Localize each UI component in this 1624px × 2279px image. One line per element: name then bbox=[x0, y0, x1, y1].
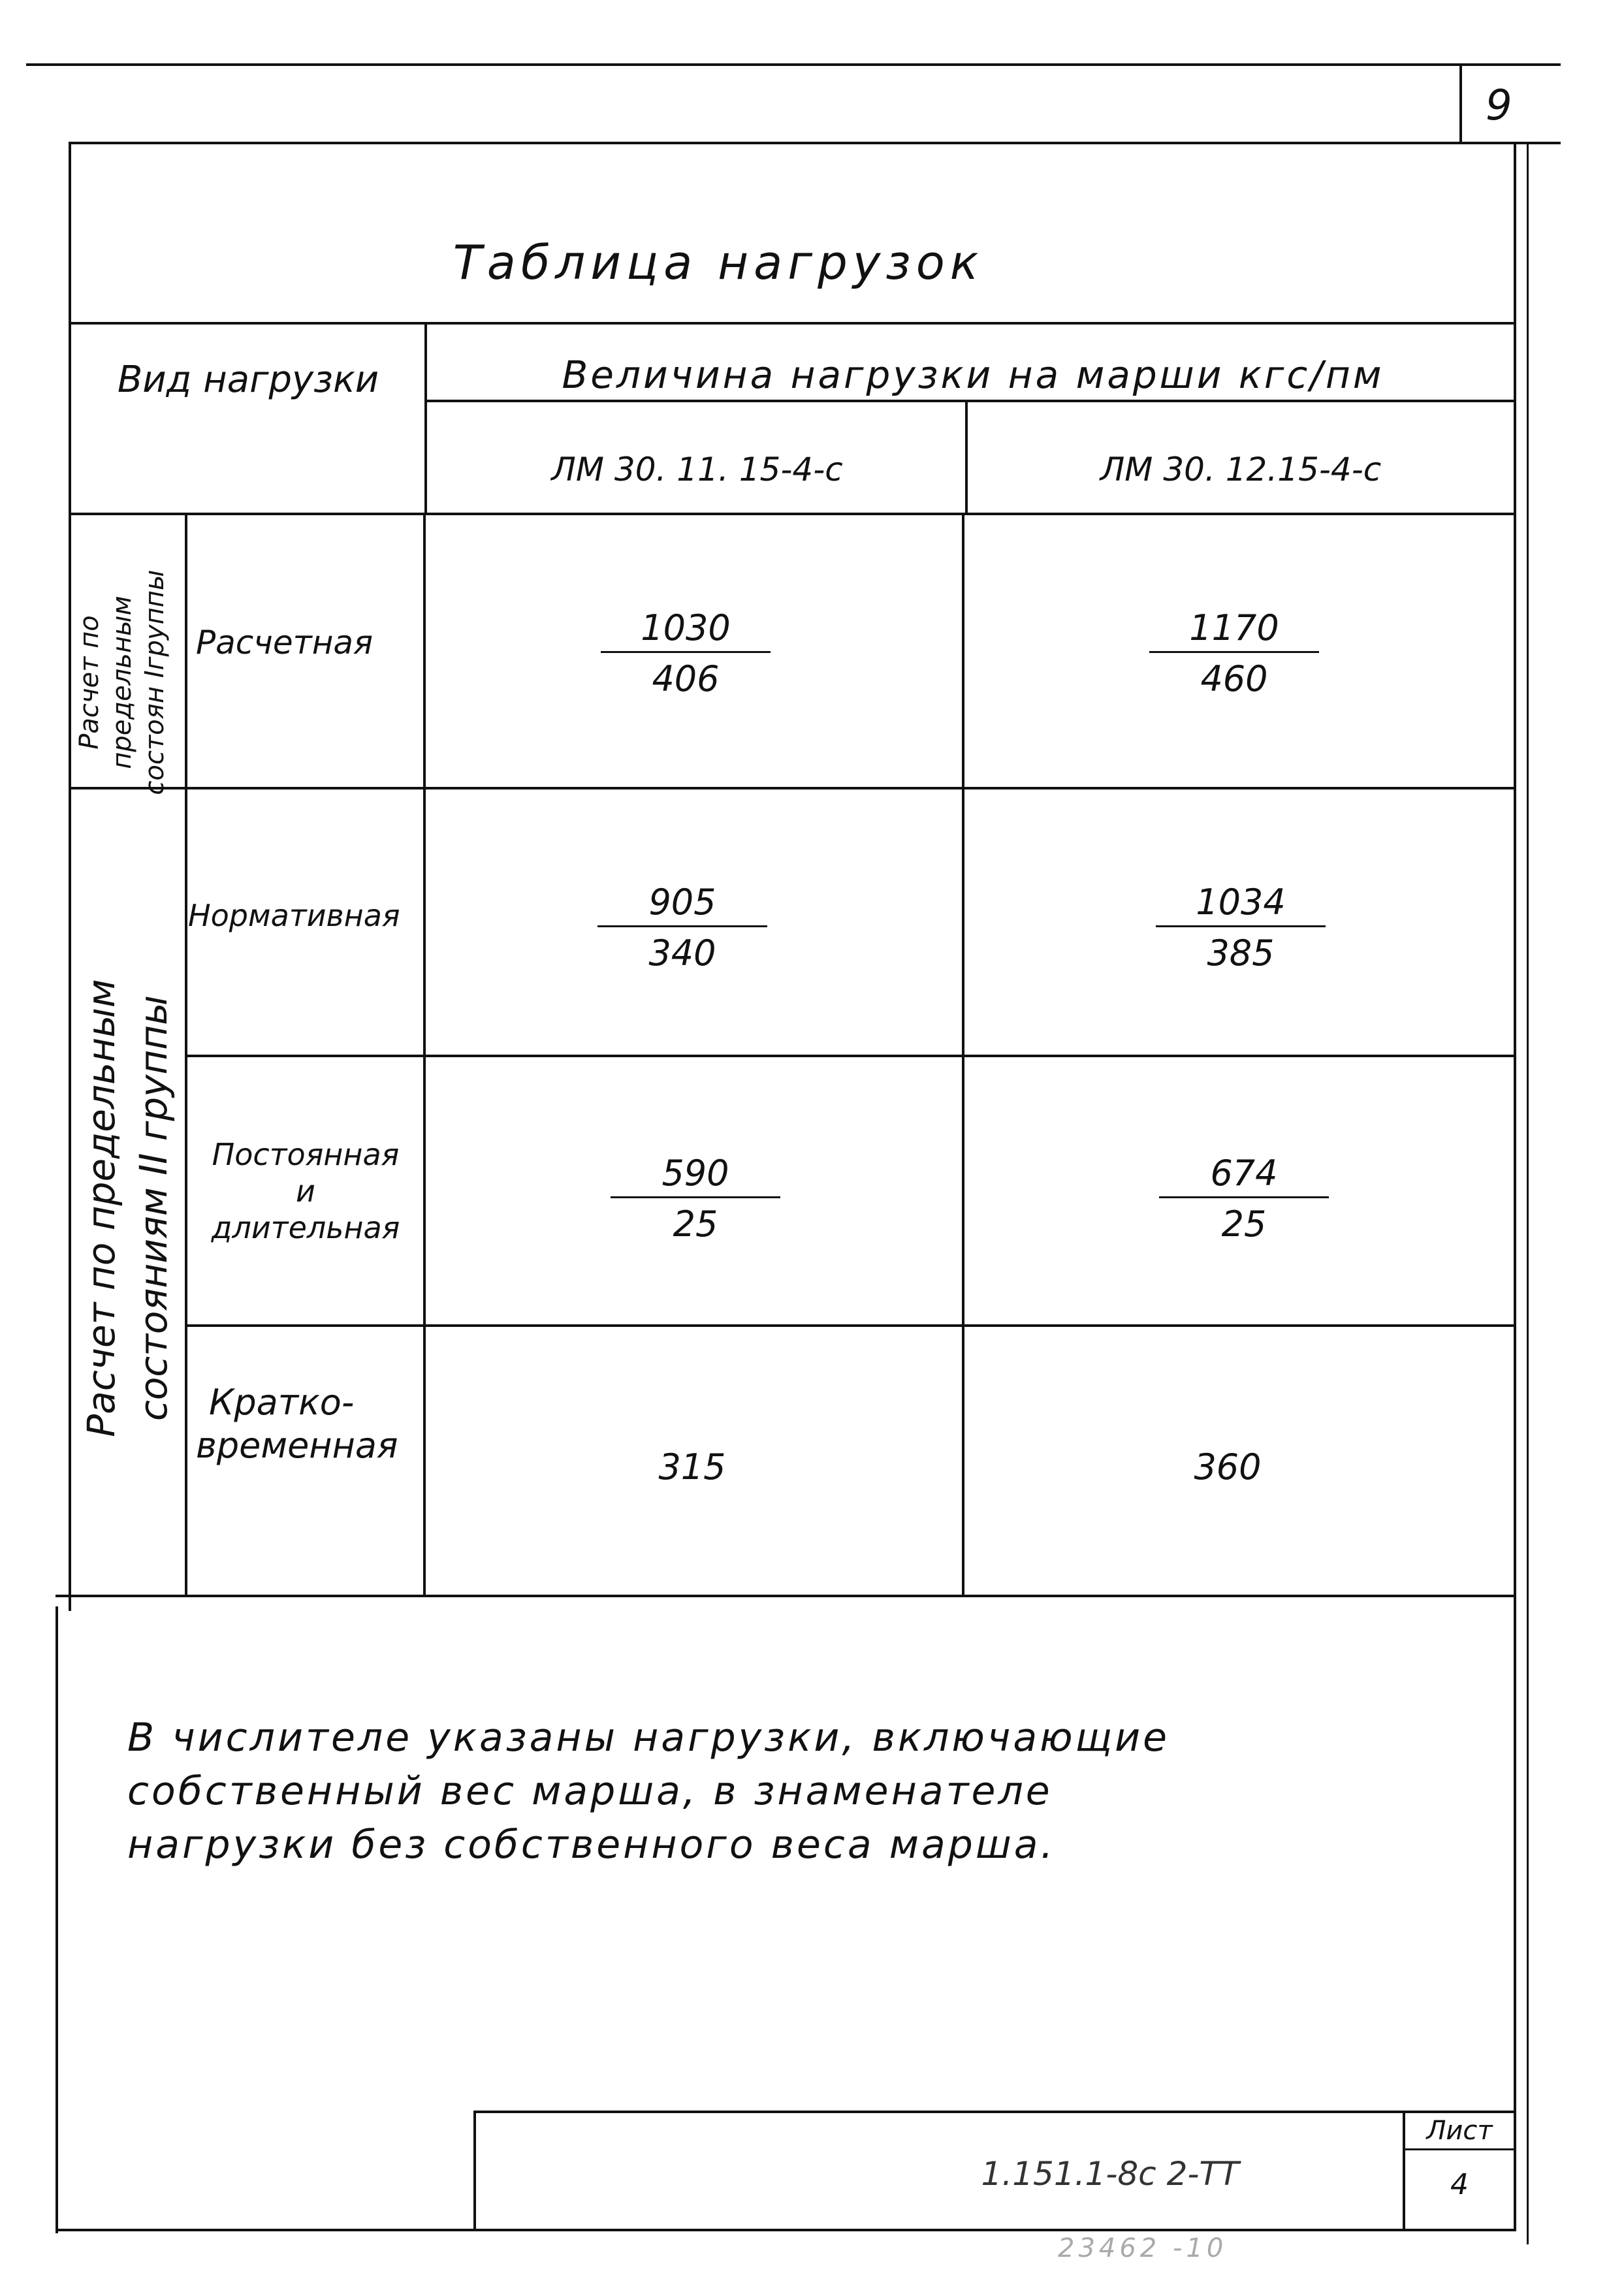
note-line-1: В числителе указаны нагрузки, включающие bbox=[127, 1715, 1170, 1761]
value-r2-c2 bbox=[1156, 882, 1326, 974]
value-r1-c1-den: 406 bbox=[652, 658, 720, 699]
group-label-1-line-2: предельным bbox=[107, 596, 137, 769]
row-name-short-term-line-2: временная bbox=[196, 1425, 398, 1466]
group-label-1-line-3: состоян Iгруппы bbox=[140, 569, 170, 795]
top-rule bbox=[26, 63, 1561, 66]
group-label-1 bbox=[73, 552, 184, 813]
row-name-short-term bbox=[196, 1381, 424, 1467]
sheet-number: 9 bbox=[1486, 82, 1512, 130]
value-r1-c1-num: 1030 bbox=[641, 607, 731, 648]
corner-box-left bbox=[1459, 63, 1462, 142]
value-r2-c1-num: 905 bbox=[648, 882, 716, 923]
row-name-permanent-line-3: длительная bbox=[211, 1210, 400, 1245]
column-header-2: ЛМ 30. 12.15-4-с bbox=[1100, 451, 1382, 488]
stamp-top bbox=[473, 2111, 1515, 2113]
note-line-2: собственный вес марша, в знаменателе bbox=[127, 1768, 1053, 1814]
row-name-permanent-line-2: и bbox=[296, 1173, 315, 1209]
value-r1-c1 bbox=[601, 607, 771, 699]
value-r3-c1 bbox=[611, 1153, 780, 1245]
table-title: Таблица нагрузок bbox=[453, 235, 984, 290]
row-rule-1 bbox=[69, 787, 1515, 789]
stamp-sheet-label: Лист bbox=[1426, 2116, 1493, 2146]
stamp-sheet-value: 4 bbox=[1450, 2168, 1469, 2201]
row-name-permanent-line-1: Постоянная bbox=[212, 1137, 400, 1172]
group-label-2-line-2: состояниям II группы bbox=[131, 995, 176, 1422]
row-name-normative: Нормативная bbox=[188, 898, 400, 933]
value-r3-c1-den: 25 bbox=[673, 1203, 718, 1245]
header-bottom-rule bbox=[69, 513, 1515, 515]
row-rule-4 bbox=[56, 1595, 1515, 1597]
frame-top bbox=[69, 142, 1525, 144]
value-r2-c2-num: 1034 bbox=[1196, 882, 1286, 923]
stamp-code: 1.151.1-8с 2-ТТ bbox=[981, 2155, 1239, 2193]
value-r4-c1: 315 bbox=[658, 1446, 726, 1488]
value-r4-c2: 360 bbox=[1194, 1446, 1262, 1488]
header-load-type-text: Вид нагрузки bbox=[117, 359, 379, 401]
group-label-1-line-1: Расчет по bbox=[74, 615, 104, 750]
stamp-sheet-rule bbox=[1404, 2148, 1515, 2150]
row-rule-2 bbox=[186, 1055, 1515, 1057]
header-col-divider bbox=[424, 323, 427, 513]
value-r3-c1-num: 590 bbox=[661, 1153, 729, 1194]
group-label-2-line-1: Расчет по предельным bbox=[79, 979, 123, 1437]
value-r2-c2-den: 385 bbox=[1207, 932, 1275, 974]
value-r2-c1-den: 340 bbox=[648, 932, 716, 974]
frame-bottom bbox=[56, 2229, 1515, 2231]
title-rule bbox=[69, 322, 1515, 325]
value-r1-c2-den: 460 bbox=[1200, 658, 1268, 699]
row-rule-3 bbox=[186, 1324, 1515, 1327]
value-r3-c2-den: 25 bbox=[1221, 1203, 1267, 1245]
group-label-2 bbox=[75, 800, 186, 1616]
header-load-type bbox=[72, 356, 424, 404]
column-header-1: ЛМ 30. 11. 15-4-с bbox=[551, 451, 843, 488]
frame-left bbox=[69, 142, 71, 1611]
header-mid-divider bbox=[965, 400, 968, 514]
row-name-design: Расчетная bbox=[196, 624, 374, 661]
value-r1-c2-num: 1170 bbox=[1189, 607, 1279, 648]
note bbox=[127, 1711, 1486, 1872]
row-name-short-term-line-1: Кратко- bbox=[209, 1382, 355, 1423]
note-line-3: нагрузки без собственного веса марша. bbox=[127, 1822, 1056, 1868]
frame-right bbox=[1514, 142, 1516, 2231]
row-name-permanent bbox=[188, 1136, 423, 1246]
header-magnitude: Величина нагрузки на марши кгс/пм bbox=[562, 353, 1384, 397]
value-r3-c2-num: 674 bbox=[1210, 1153, 1278, 1194]
value-r2-c1 bbox=[597, 882, 767, 974]
footer-code: 23462 -10 bbox=[1058, 2233, 1228, 2263]
header-sub-rule bbox=[424, 400, 1515, 402]
stamp-left bbox=[473, 2111, 476, 2230]
frame-left-lower bbox=[56, 1606, 58, 2233]
frame-right-outer bbox=[1527, 142, 1529, 2244]
value-r3-c2 bbox=[1159, 1153, 1329, 1245]
value-r1-c2 bbox=[1149, 607, 1319, 699]
